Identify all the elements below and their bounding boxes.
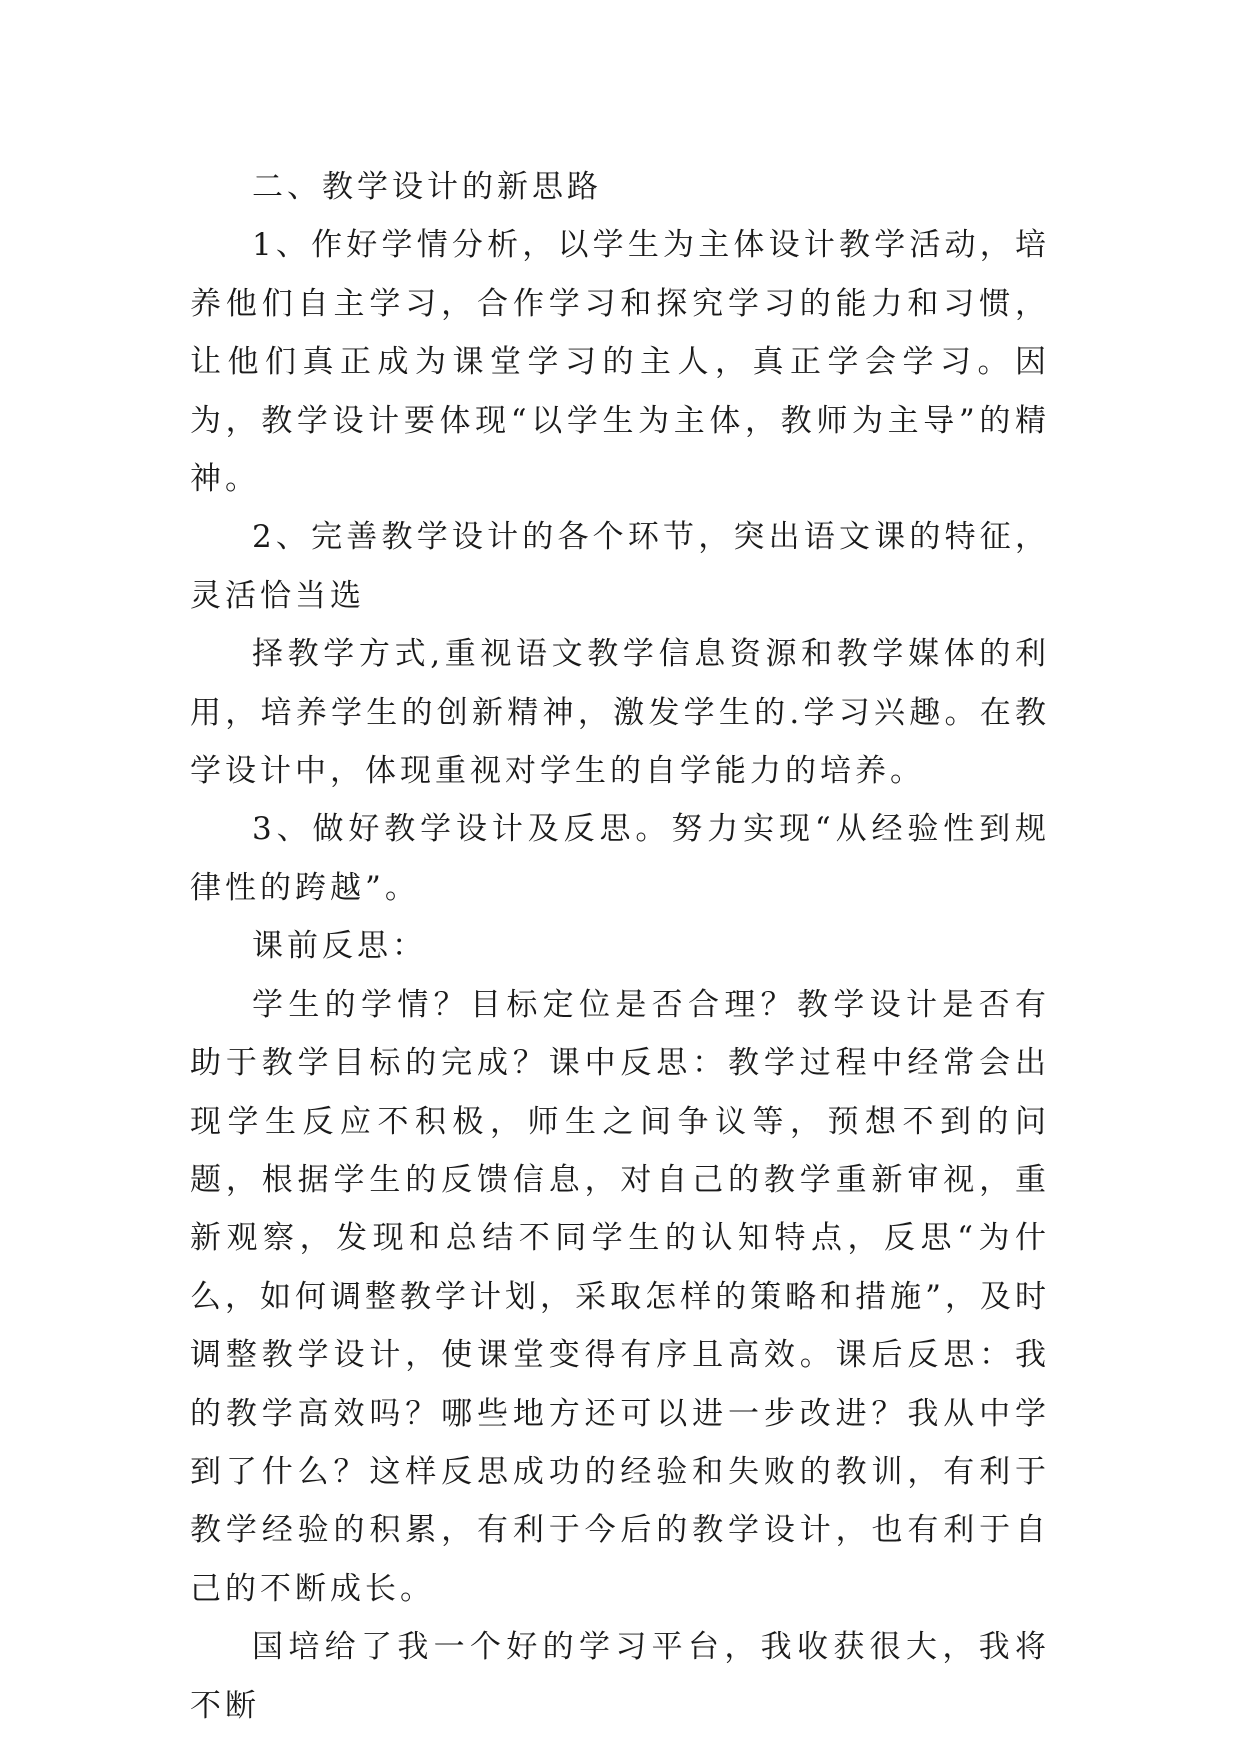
paragraph: 学生的学情？目标定位是否合理？教学设计是否有助于教学目标的完成？课中反思：教学过程中经常会出现学生反应不积极，师生之间争议等，预想不到的问题，根据学生的反馈信息，对自己的教学重新审视，重新观察，发现和总结不同学生的认知特点，反思“为什么，如何调整教学计划，采取怎样的策略和措施”，及时调整教学设计，使课堂变得有序且高效。课后反思：我的教学高效吗？哪些地方还可以进一步改进？我从中学到了什么？这样反思成功的经验和失败的教训，有利于教学经验的积累，有利于今后的教学设计，也有利于自己的不断成长。 [190, 986, 1050, 1607]
paragraph: 择教学方式,重视语文教学信息资源和教学媒体的利用，培养学生的创新精神，激发学生的.学习兴趣。在教学设计中，体现重视对学生的自学能力的培养。 [190, 636, 1050, 790]
document-body [190, 158, 1050, 1735]
subheading: 课前反思： [252, 928, 427, 965]
paragraph: 1、作好学情分析，以学生为主体设计教学活动，培养他们自主学习，合作学习和探究学习的能力和习惯，让他们真正成为课堂学习的主人，真正学会学习。因为，教学设计要体现“以学生为主体，教师为主导”的精神。 [190, 227, 1050, 498]
paragraph: 2、完善教学设计的各个环节，突出语文课的特征，灵活恰当选 [190, 519, 1050, 614]
paragraph: 国培给了我一个好的学习平台，我收获很大，我将不断 [190, 1629, 1050, 1724]
section-heading: 二、教学设计的新思路 [252, 169, 602, 205]
paragraph: 3、做好教学设计及反思。努力实现“从经验性到规律性的跨越”。 [190, 811, 1050, 906]
